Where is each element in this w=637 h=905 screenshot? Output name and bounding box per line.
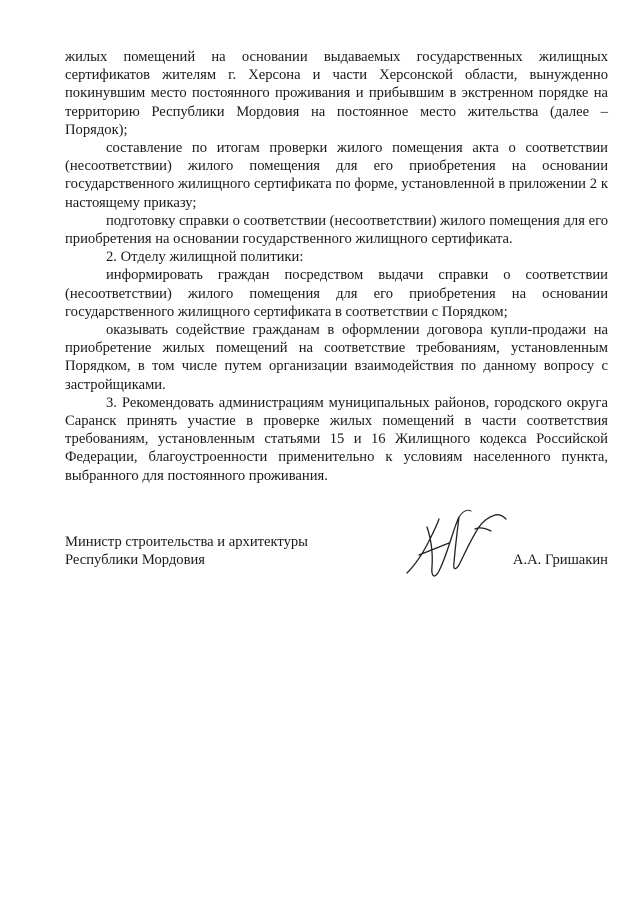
signatory-title bbox=[65, 533, 308, 569]
paragraph-2: составление по итогам проверки жилого помещения акта о соответствии (несоответствии) жилого помещения для его приобретения на основании государственного жилищного сертификата по форме, установленной в приложении 2 к настоящему приказу; bbox=[65, 140, 608, 211]
signature-block bbox=[65, 533, 608, 593]
paragraph-4: 2. Отделу жилищной политики: bbox=[106, 249, 304, 266]
paragraph-3: подготовку справки о соответствии (несоответствии) жилого помещения для его приобретения на основании государственного жилищного сертификата. bbox=[65, 212, 608, 248]
signatory-title-line-2: Республики Мордовия bbox=[65, 552, 206, 569]
paragraph-6: оказывать содействие гражданам в оформлении договора купли-продажи на приобретение жилых помещений на соответствие требованиям, установленным Порядком, в том числе путем организации взаимодействия по данному вопросу с застройщиками. bbox=[65, 322, 608, 393]
paragraph-5: информировать граждан посредством выдачи справки о соответствии (несоответствии) жилого помещения для его приобретения на основании государственного жилищного сертификата в соответствии с Порядком; bbox=[65, 267, 608, 320]
document-body bbox=[65, 48, 608, 485]
signatory-name: А.А. Гришакин bbox=[512, 552, 608, 568]
paragraph-7: 3. Рекомендовать администрациям муниципальных районов, городского округа Саранск принять участие в проверке жилых помещений в части соответствия требованиям, установленным статьями 15 и 16 Жилищного кодекса Российской Федерации, благоустроенности применительно к условиям населенного пункта, выбранного для постоянного проживания. bbox=[65, 394, 608, 484]
paragraph-1: жилых помещений на основании выдаваемых государственных жилищных сертификатов жителям г. Херсона и части Херсонской области, вынужденно покинувшим место постоянного проживания и прибывшим в экстренном порядке на территорию Республики Мордовия на постоянное место жительства (далее – Порядок); bbox=[65, 49, 608, 138]
signatory-title-line-1: Министр строительства и архитектуры bbox=[65, 534, 308, 550]
handwritten-signature bbox=[405, 505, 520, 595]
